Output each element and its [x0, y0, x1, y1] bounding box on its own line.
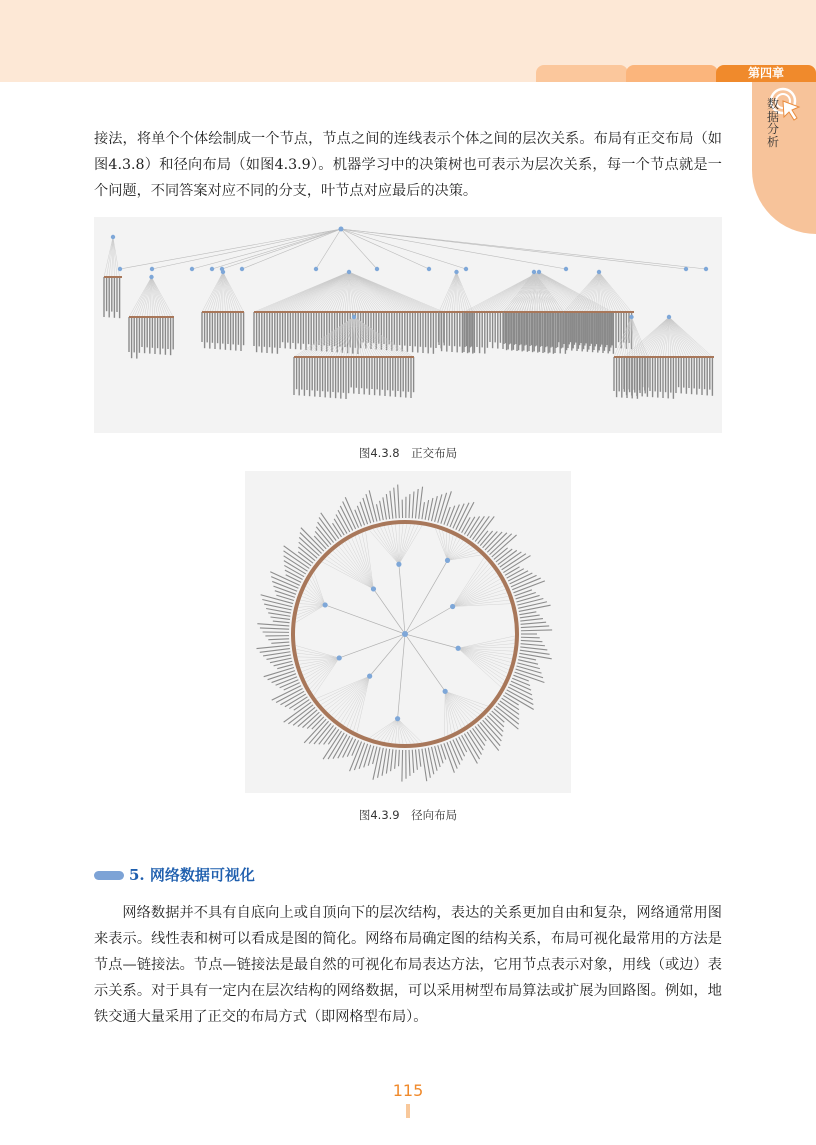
intro-paragraph: 接法，将单个个体绘制成一个节点，节点之间的连线表示个体之间的层次关系。布局有正交布局（如图4.3.8）和径向布局（如图4.3.9）。机器学习中的决策树也可表示为层次关系，每一个节点就是一个问题，不同答案对应不同的分支，叶节点对应最后的决策。 — [94, 131, 722, 199]
page-number: 115 — [392, 1081, 424, 1100]
figure-orthogonal-layout — [94, 217, 722, 433]
figure-caption-1: 图4.3.8 正交布局 — [358, 446, 458, 460]
figure-radial-layout — [245, 471, 571, 793]
section-title: 5. 网络数据可视化 — [129, 866, 255, 884]
header-tab-1 — [536, 65, 628, 82]
figure-caption-2: 图4.3.9 径向布局 — [358, 808, 458, 822]
section-marker — [94, 871, 124, 880]
side-label: 数据分析 — [767, 97, 780, 149]
chapter-label: 第四章 — [747, 66, 784, 80]
page-number-tick — [406, 1104, 410, 1118]
section-paragraph: 网络数据并不具有自底向上或自顶向下的层次结构，表达的关系更加自由和复杂，网络通常用图来表示。线性表和树可以看成是图的简化。网络布局确定图的结构关系，布局可视化最常用的方法是节点—链接法。节点—链接法是最自然的可视化布局表达方法，它用节点表示对象，用线（或边）表示关系。对于具有一定内在层次结构的网络数据，可以采用树型布局算法或扩展为回路图。例如，地铁交通大量采用了正交的布局方式（即网格型布局）。 — [94, 905, 722, 1025]
radial-tree-graphic — [245, 471, 571, 793]
header-tab-2 — [626, 65, 718, 82]
orthogonal-tree-graphic — [94, 217, 722, 433]
